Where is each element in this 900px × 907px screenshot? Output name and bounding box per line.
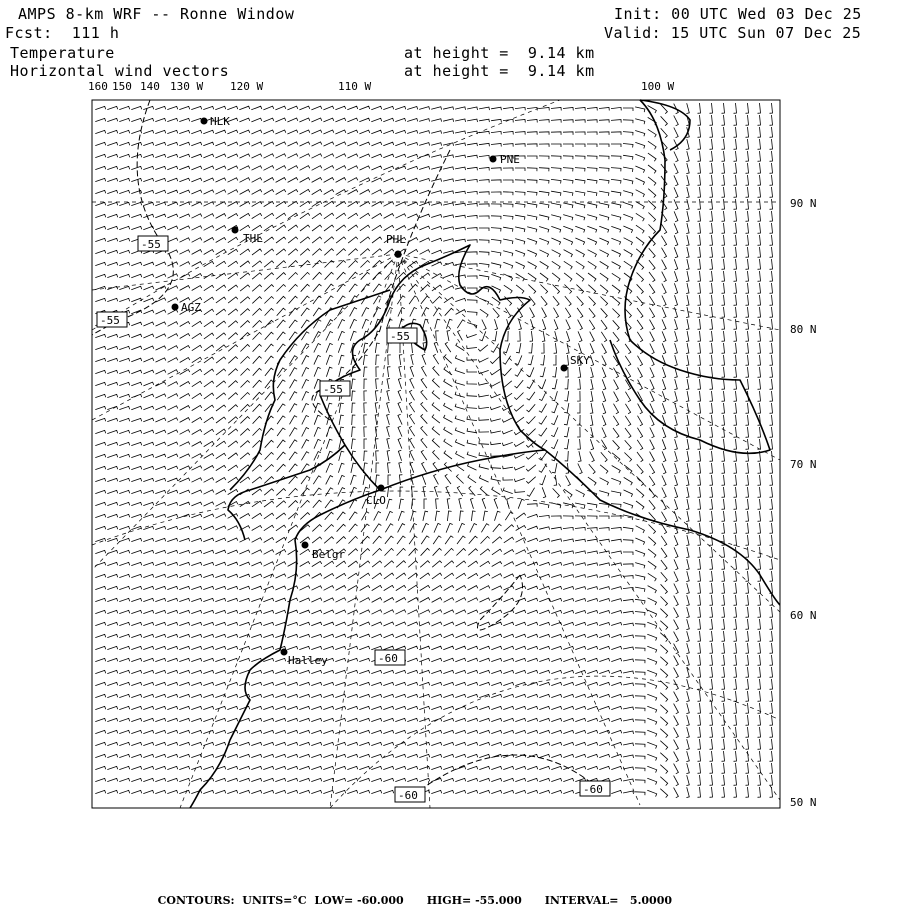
contour-label-2: -55 [100,314,120,327]
lon-label-120w: 120 W [230,80,264,93]
station-label-sky: SKY [570,354,590,367]
station-label-thl: THL [243,232,263,245]
station-dot-phl [395,251,402,258]
station-labels [181,115,590,667]
coastline-peninsula-tip [610,100,770,453]
wind-vector-field [95,103,772,798]
contour-label-7: -60 [583,783,603,796]
footer-contours: CONTOURS: [157,894,235,907]
grid-line-meridian-7 [92,254,398,290]
lon-label-150: 150 [112,80,132,93]
footer-high: HIGH= -55.000 [426,894,522,907]
grid-line-80n [398,254,780,330]
lon-label-140: 140 [140,80,160,93]
station-label-clo: CLO [366,494,386,507]
lat-label-80n: 80 N [790,323,817,336]
height-wind: at height = 9.14 km [404,62,595,80]
station-label-belgr: Belgr [312,548,346,561]
field-wind-vectors: Horizontal wind vectors [10,62,230,80]
valid-time: Valid: 15 UTC Sun 07 Dec 25 [604,24,862,42]
contour-minus60-small [478,575,523,630]
lon-label-100w: 100 W [641,80,675,93]
coastline [190,100,780,808]
contour-label-5: -60 [378,652,398,665]
contour-minus60-south [420,755,600,790]
lat-label-60n: 60 N [790,609,817,622]
station-dot-agz [172,304,179,311]
station-label-halley: Halley [288,654,328,667]
grid-line-60n [398,254,780,612]
station-dot-halley [281,649,288,656]
contour-label-4: -55 [323,383,343,396]
contour-label-3: -55 [390,330,410,343]
forecast-hour: Fcst: 111 h [5,24,120,42]
station-dot-hlk [201,118,208,125]
footer-units: UNITS=°C [242,894,307,907]
station-dot-pne [490,156,497,163]
lat-label-90n: 90 N [790,197,817,210]
lat-label-70n: 70 N [790,458,817,471]
contour-label-6: -60 [398,789,418,802]
lat-label-50n: 50 N [790,796,817,809]
station-dot-belgr [302,542,309,549]
init-time: Init: 00 UTC Wed 03 Dec 25 [614,5,862,23]
field-temperature: Temperature [10,44,115,62]
station-label-agz: AGZ [181,301,201,314]
footer-low: LOW= -60.000 [314,894,404,907]
station-label-hlk: HLK [210,115,230,128]
grid-line-meridian-1 [398,254,640,805]
height-temperature: at height = 9.14 km [404,44,595,62]
station-label-phl: PHL [386,233,406,246]
wind-vectors [95,103,772,798]
station-dot-clo [378,485,385,492]
station-dot-thl [232,227,239,234]
lon-label-160: 160 [88,80,108,93]
grid-line-50n [398,254,780,800]
lon-label-130w: 130 W [170,80,204,93]
map-title: AMPS 8-km WRF -- Ronne Window [18,5,295,23]
footer-interval: INTERVAL= 5.0000 [544,894,673,907]
station-label-pne: PNE [500,153,520,166]
station-dot-sky [561,365,568,372]
contour-footer [150,881,672,907]
lon-label-110w: 110 W [338,80,372,93]
contour-label-1: -55 [141,238,161,251]
coastline-north [640,100,690,150]
